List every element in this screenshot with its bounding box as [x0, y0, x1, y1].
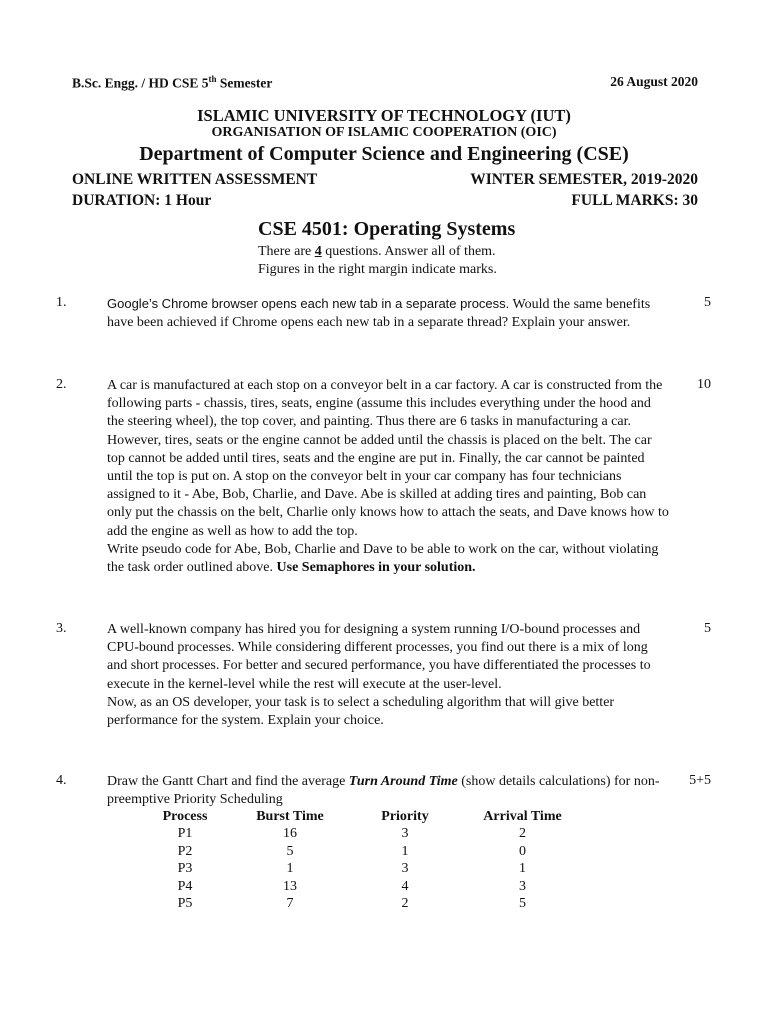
exam-date: 26 August 2020	[610, 74, 698, 89]
question-number: 3.	[56, 621, 67, 636]
table-cell: 5	[519, 896, 526, 912]
question-4-text: Draw the Gantt Chart and find the average Turn Around Time (show details calculations) for non-preemptive Priority Scheduling	[107, 774, 660, 808]
column-header: Burst Time	[256, 808, 324, 824]
table-cell: 7	[286, 896, 294, 912]
column-header: Priority	[381, 808, 429, 824]
question-2-text: A car is manufactured at each stop on a conveyor belt in a car factory. A car is constructed from the following parts - chassis, tires, seats, engine (assume this includes everything under the hood and the steering wheel), the top cover, and painting. Thus there are 6 tasks in manufacturing a car. However, tires, seats or the engine cannot be added until the chassis is placed on the belt. The car top cannot be added until tires, seats and the engine are put in. Finally, the car cannot be painted until the top is put on. A stop on the conveyor belt in your car company has four technicians assigned to it - Abe, Bob, Charlie, and Dave. Abe is skilled at adding tires and painting, Bob can only put the chassis on the belt, Charlie only knows how to attach the seats, and Dave knows how to add the engine as well as how to add the top. Write pseudo code for Abe, Bob, Charlie and Dave to be able to work on the car, without violating the task order outlined above. Use Semaphores in your solution.	[107, 378, 669, 576]
table-cell: 2	[519, 826, 526, 842]
table-cell: 3	[401, 861, 409, 877]
table-cell: 3	[519, 878, 526, 894]
table-cell: P3	[177, 861, 193, 877]
duration: DURATION: 1 Hour	[72, 192, 212, 209]
table-cell: 13	[283, 878, 297, 894]
table-row	[140, 861, 585, 879]
question-number: 4.	[56, 773, 67, 788]
course-title: CSE 4501: Operating Systems	[258, 218, 516, 240]
table-cell: P5	[177, 896, 193, 912]
question-3-text: A well-known company has hired you for designing a system running I/O-bound processes and CPU-bound processes. While considering different processes, you find out there is a mix of long and short processes. For better and secured performance, you have differentiated the processes to execute in the kernel-level while the rest will execute at the user-level. Now, as an OS developer, your task is to select a scheduling algorithm that will give better performance for the system. Explain your choice.	[107, 622, 651, 729]
table-cell: P1	[177, 826, 193, 842]
table-cell: 5	[286, 843, 294, 859]
table-cell: 16	[283, 826, 297, 842]
question-2-marks: 10	[697, 377, 711, 392]
table-cell: 4	[401, 878, 409, 894]
table-cell: 2	[401, 896, 409, 912]
table-header-row	[140, 808, 585, 826]
table-row	[140, 878, 585, 896]
assessment-type: ONLINE WRITTEN ASSESSMENT	[72, 171, 318, 188]
question-1-marks: 5	[704, 295, 711, 310]
table-cell: 1	[401, 843, 409, 859]
department-name: Department of Computer Science and Engineering (CSE)	[139, 143, 629, 165]
question-number: 1.	[56, 295, 67, 310]
question-number: 2.	[56, 377, 67, 392]
table-cell: 3	[401, 826, 409, 842]
question-4-marks: 5+5	[689, 773, 711, 788]
table-row	[140, 826, 585, 844]
column-header: Arrival Time	[483, 808, 562, 824]
full-marks: FULL MARKS: 30	[571, 192, 698, 209]
table-row	[140, 843, 585, 861]
university-name: ISLAMIC UNIVERSITY OF TECHNOLOGY (IUT)	[197, 106, 571, 125]
instructions-line-1: There are 4 questions. Answer all of them.	[258, 244, 496, 259]
table-cell: P2	[177, 843, 193, 859]
table-cell: 1	[286, 861, 294, 877]
semester: WINTER SEMESTER, 2019-2020	[470, 171, 698, 188]
instructions-line-2: Figures in the right margin indicate marks.	[258, 262, 497, 277]
table-cell: 0	[519, 843, 526, 859]
table-row	[140, 896, 585, 914]
organisation-name: ORGANISATION OF ISLAMIC COOPERATION (OIC)	[211, 125, 557, 140]
process-table	[140, 808, 585, 913]
table-cell: P4	[177, 878, 193, 894]
question-3-marks: 5	[704, 621, 711, 636]
table-cell: 1	[519, 861, 526, 877]
question-1-text: Google’s Chrome browser opens each new tab in a separate process. Would the same benefits have been achieved if Chrome opens each new tab in a separate thread? Explain your answer.	[107, 296, 651, 331]
program-label: B.Sc. Engg. / HD CSE 5th Semester	[72, 74, 273, 91]
column-header: Process	[162, 808, 208, 824]
